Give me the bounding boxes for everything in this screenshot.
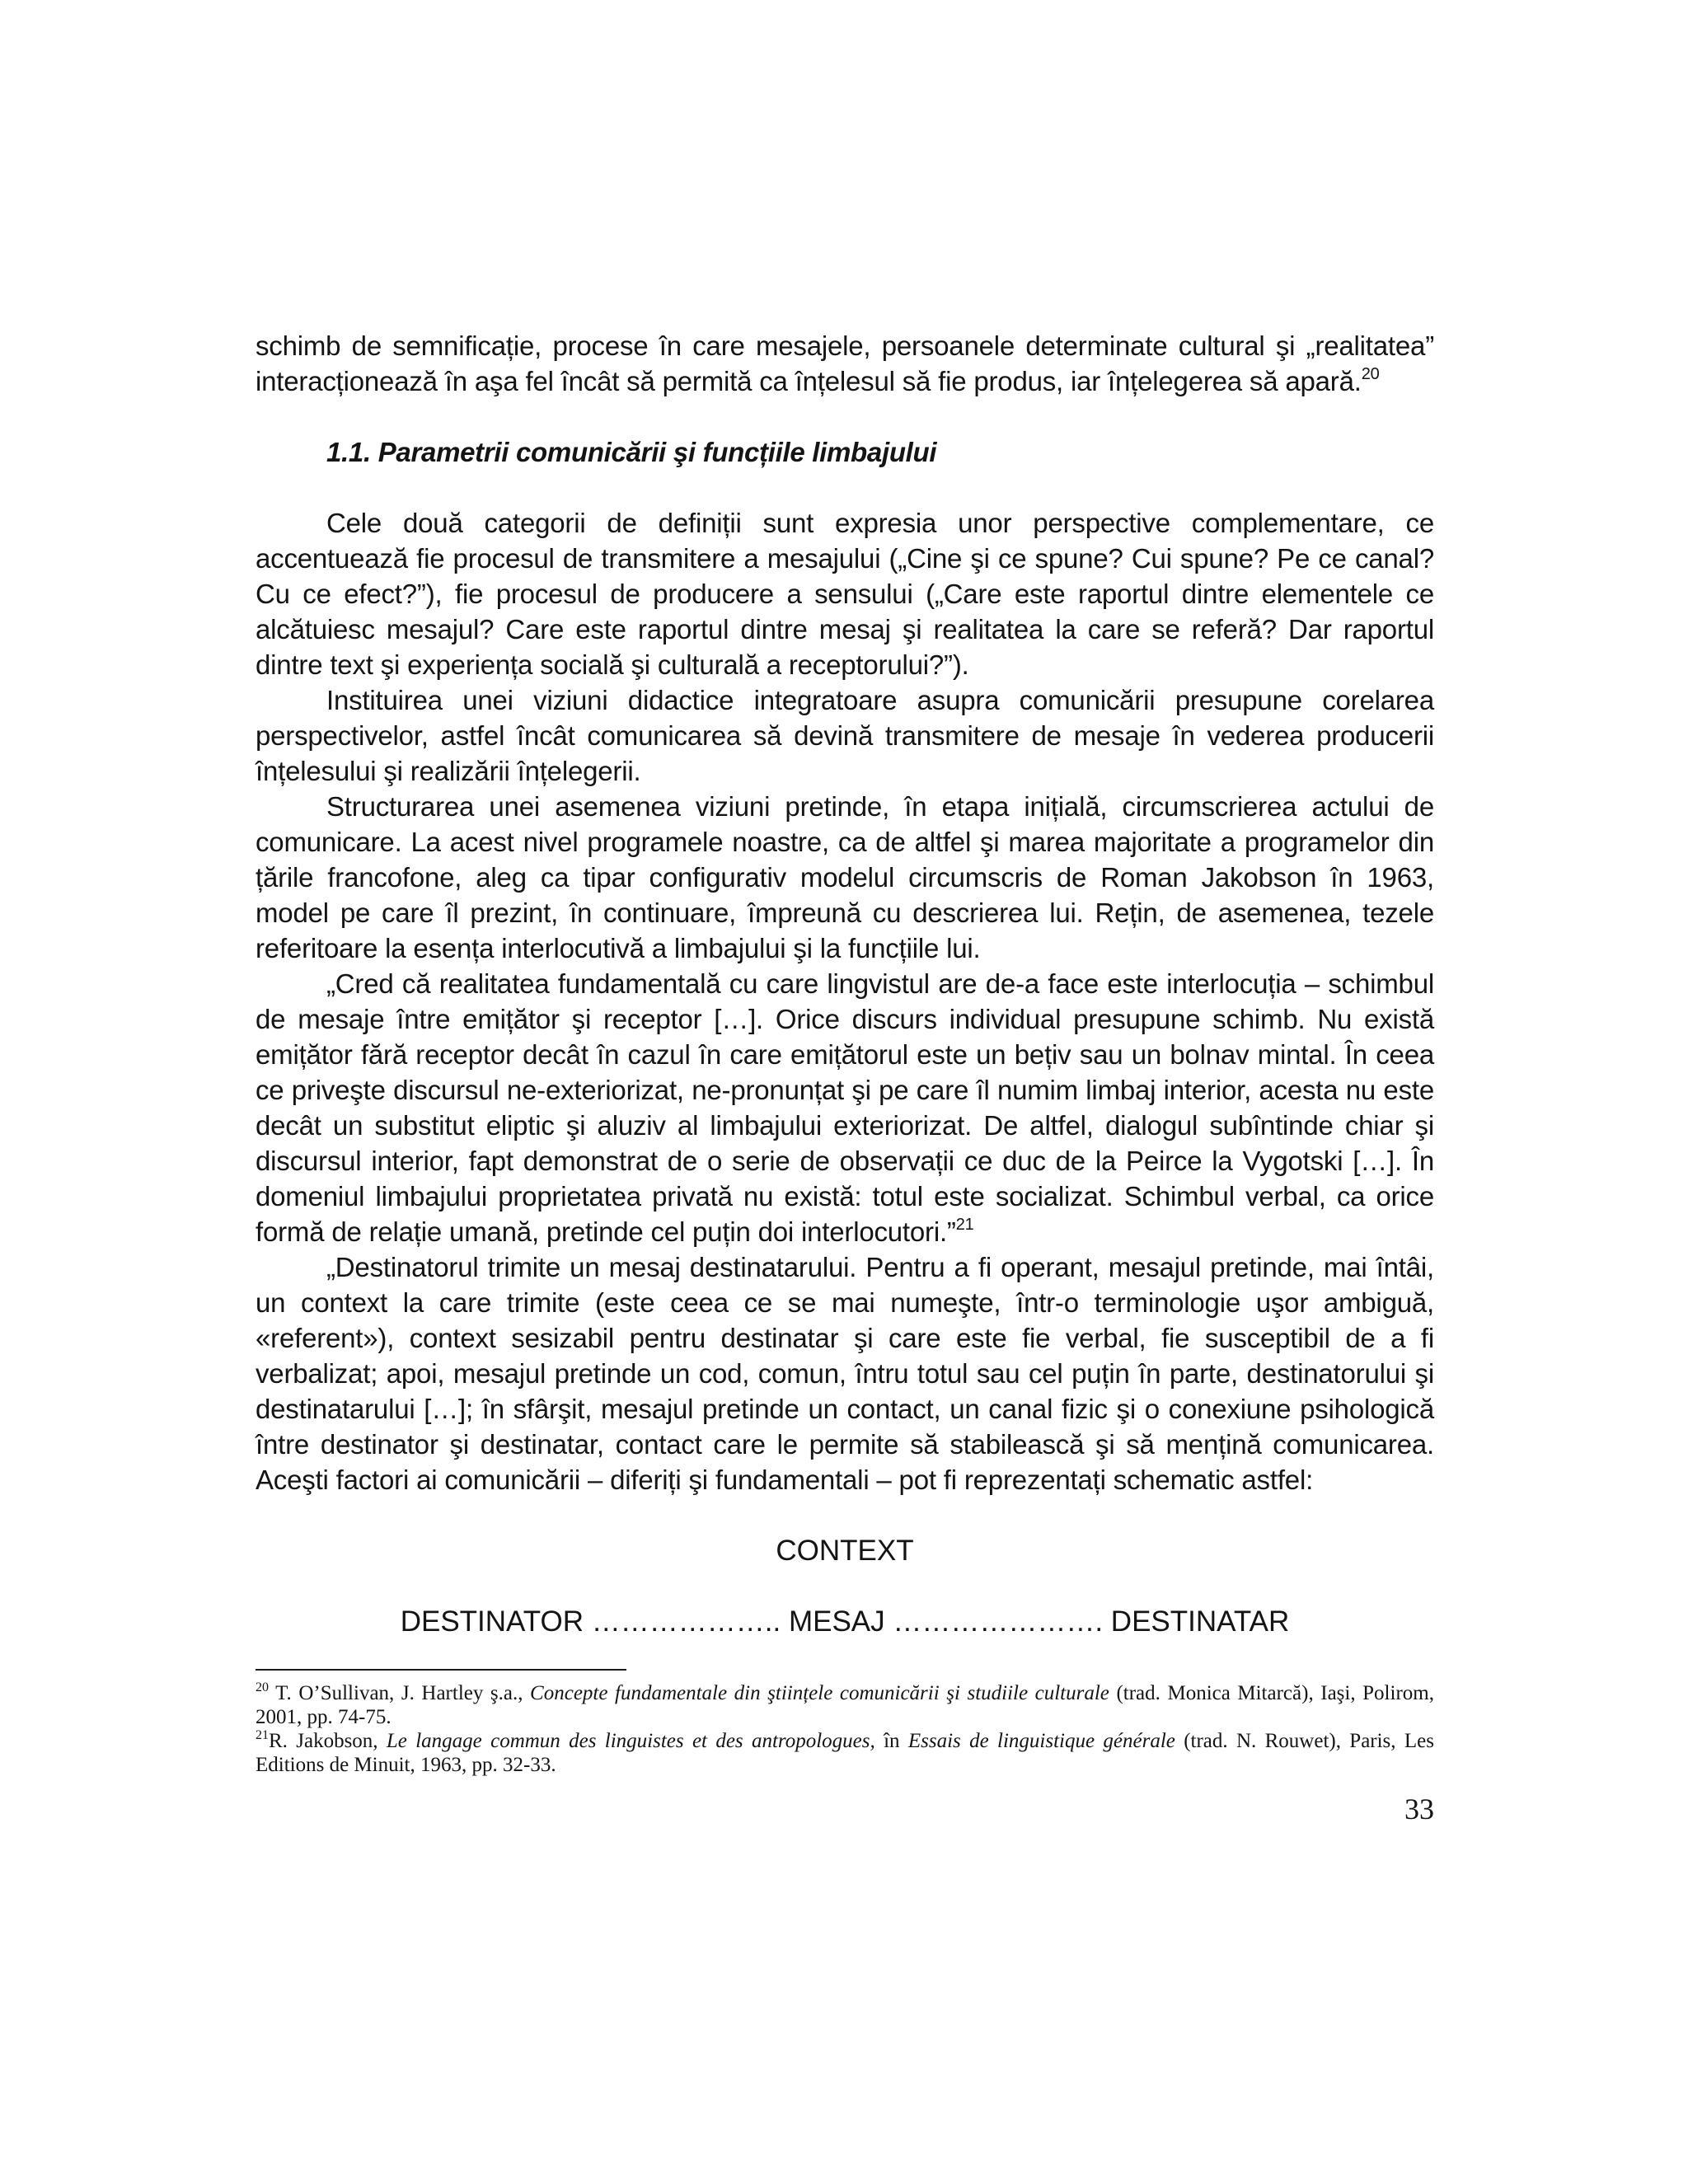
- quote-paragraph: [256, 966, 1434, 1249]
- footnote-number: 20: [256, 1680, 269, 1694]
- quote-text: „Cred că realitatea fundamentală cu care lingvistul are de-a face este interlocuția – schimbul de mesaje între emițător şi receptor […]. Orice discurs individual presupune schimb. Nu există emițător fără receptor decât în cazul în care emițătorul este un bețiv sau un bolnav mintal. În ceea ce priveşte discursul ne-exteriorizat, ne-pronunțat şi pe care îl numim limbaj interior, acesta nu este decât un substitut eliptic şi aluziv al limbajului exteriorizat. De altfel, dialogul subîntinde chiar şi discursul interior, fapt demonstrat de o serie de observații ce duc de la Peirce la Vygotski […]. În domeniul limbajului proprietatea privată nu există: totul este socializat. Schimbul verbal, ca orice formă de relație umană, pretinde cel puțin doi interlocutori.”: [256, 968, 1434, 1247]
- footnote-text: (trad. Monica Mitarcă), Iaşi, Polirom, 2001, pp. 74-75.: [256, 1682, 1434, 1728]
- footnote-title: Essais de linguistique générale: [907, 1730, 1175, 1752]
- footnote-title: Le langage commun des linguistes et des antropologues,: [386, 1730, 875, 1752]
- quote-paragraph: „Destinatorul trimite un mesaj destinatarului. Pentru a fi operant, mesajul pretinde, mai întâi, un context la care trimite (este ceea ce se mai numeşte, într-o terminologie uşor ambiguă, «referent»), context sesizabil pentru destinatar şi care este fie verbal, fie susceptibil de a fi verbalizat; apoi, mesajul pretinde un cod, comun, întru totul sau cel puțin în parte, destinatorului şi destinatarului […]; în sfârşit, mesajul pretinde un contact, un canal fizic şi o conexiune psihologică între destinator şi destinatar, contact care le permite să stabilească şi să mențină comunicarea. Aceşti factori ai comunicării – diferiți şi fundamentali – pot fi reprezentați schematic astfel:: [256, 1252, 1434, 1495]
- footnote-text: R. Jakobson,: [269, 1730, 387, 1752]
- paragraph: Structurarea unei asemenea viziuni pretinde, în etapa inițială, circumscrierea actului de comunicare. La acest nivel programele noastre, ca de altfel şi marea majoritate a programelor din țările francofone, aleg ca tipar configurativ modelul circumscris de Roman Jakobson în 1963, model pe care îl prezint, în continuare, împreună cu descrierea lui. Rețin, de asemenea, tezele referitoare la esența interlocutivă a limbajului şi la funcțiile lui.: [256, 791, 1434, 963]
- footnote: [256, 1729, 1434, 1777]
- paragraph-continuation: [256, 328, 1434, 399]
- paragraph: Cele două categorii de definiții sunt expresia unor perspective complementare, ce accentuează fie procesul de transmitere a mesajului („Cine şi ce spune? Cui spune? Pe ce canal? Cu ce efect?”), fie procesul de producere a sensului („Care este raportul dintre elementele ce alcătuiesc mesajul? Care este raportul dintre mesaj şi realitatea la care se referă? Dar raportul dintre text şi experiența socială şi culturală a receptorului?”).: [256, 508, 1434, 680]
- paragraph-text: schimb de semnificație, procese în care mesajele, persoanele determinate cultural şi „realitatea” interacționează în aşa fel încât să permită ca înțelesul să fie produs, iar înțelegerea să apară.: [256, 330, 1434, 396]
- footnote-text: T. O’Sullivan, J. Hartley ş.a.,: [275, 1682, 531, 1704]
- footnote-text: (trad. N. Rouwet), Paris, Les Editions de Minuit, 1963, pp. 32-33.: [256, 1730, 1434, 1776]
- diagram-row: DESTINATOR ……………….. MESAJ …………………. DESTINATAR: [400, 1605, 1290, 1638]
- footnotes: [256, 1681, 1434, 1777]
- diagram-context-label: CONTEXT: [776, 1535, 914, 1567]
- footnote-text: în: [874, 1730, 908, 1752]
- page-number: 33: [1404, 1793, 1434, 1825]
- footnote-reference: 21: [955, 1216, 974, 1234]
- section-heading: 1.1. Parametrii comunicării şi funcțiile limbajului: [326, 437, 937, 467]
- footnote: [256, 1681, 1434, 1729]
- body-text: [256, 505, 1434, 1497]
- paragraph: Instituirea unei viziuni didactice integratoare asupra comunicării presupune corelarea perspectivelor, astfel încât comunicarea să devină transmitere de mesaje în vederea producerii înțelesului şi realizării înțelegerii.: [256, 685, 1434, 786]
- footnote-title: Concepte fundamentale din ştiințele comunicării şi studiile culturale: [530, 1682, 1109, 1704]
- footnote-number: 21: [256, 1728, 269, 1742]
- footnote-reference: 20: [1361, 365, 1380, 383]
- footnote-divider: [256, 1669, 626, 1671]
